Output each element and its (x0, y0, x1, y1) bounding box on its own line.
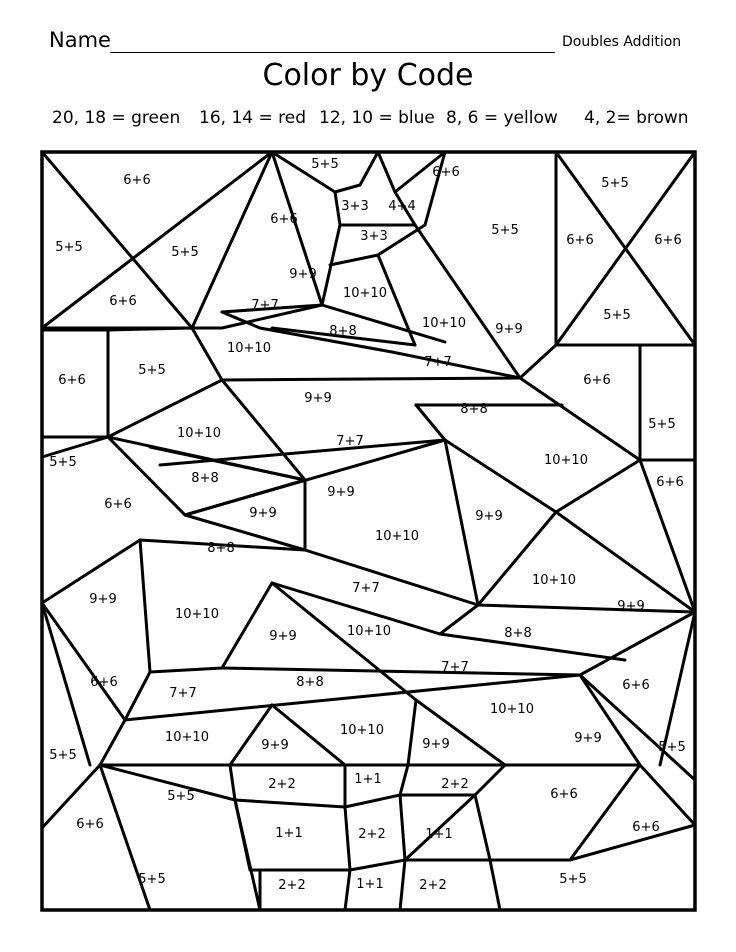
region-label: 4+4 (388, 199, 416, 214)
region-label: 9+9 (422, 737, 450, 752)
region-label: 9+9 (289, 267, 317, 282)
region-label: 6+6 (583, 373, 611, 388)
region-label: 8+8 (460, 402, 488, 417)
region-label: 10+10 (544, 453, 588, 468)
region-label: 5+5 (55, 240, 83, 255)
legend-green: 20, 18 = green (52, 108, 181, 128)
region-label: 7+7 (352, 581, 380, 596)
region-label: 5+5 (559, 872, 587, 887)
region-label: 5+5 (49, 455, 77, 470)
region-label: 5+5 (138, 363, 166, 378)
worksheet-subtitle: Doubles Addition (562, 34, 682, 50)
legend-blue: 12, 10 = blue (319, 108, 435, 128)
region-label: 6+6 (654, 233, 682, 248)
region-label: 3+3 (341, 199, 369, 214)
region-label: 1+1 (354, 772, 382, 787)
region-label: 7+7 (251, 298, 279, 313)
region-label: 5+5 (171, 245, 199, 260)
region-label: 10+10 (175, 607, 219, 622)
region-label: 7+7 (441, 660, 469, 675)
page-title: Color by Code (262, 58, 474, 93)
region-label: 10+10 (177, 426, 221, 441)
region-label: 7+7 (336, 434, 364, 449)
region-label: 6+6 (270, 212, 298, 227)
region-label: 5+5 (491, 223, 519, 238)
region-label: 9+9 (617, 599, 645, 614)
region-label: 10+10 (340, 723, 384, 738)
region-label: 10+10 (375, 529, 419, 544)
region-label: 6+6 (550, 787, 578, 802)
region-label: 10+10 (343, 286, 387, 301)
region-label: 9+9 (269, 629, 297, 644)
region-label: 9+9 (249, 506, 277, 521)
legend-brown: 4, 2= brown (584, 108, 689, 128)
region-label: 9+9 (89, 592, 117, 607)
region-label: 5+5 (648, 417, 676, 432)
region-label: 6+6 (90, 675, 118, 690)
region-label: 10+10 (490, 702, 534, 717)
name-label: Name (49, 28, 111, 52)
region-label: 8+8 (191, 471, 219, 486)
region-label: 5+5 (601, 176, 629, 191)
region-label: 6+6 (104, 497, 132, 512)
region-label: 9+9 (261, 738, 289, 753)
region-label: 1+1 (275, 826, 303, 841)
region-label: 9+9 (327, 485, 355, 500)
region-label: 2+2 (358, 827, 386, 842)
region-label: 2+2 (419, 878, 447, 893)
region-label: 6+6 (632, 820, 660, 835)
region-label: 9+9 (574, 731, 602, 746)
region-label: 2+2 (278, 878, 306, 893)
region-label: 2+2 (268, 777, 296, 792)
region-label: 7+7 (424, 355, 452, 370)
region-label: 3+3 (360, 229, 388, 244)
region-label: 8+8 (296, 675, 324, 690)
region-label: 6+6 (432, 165, 460, 180)
region-label: 10+10 (227, 341, 271, 356)
region-label: 5+5 (603, 308, 631, 323)
region-label: 8+8 (504, 626, 532, 641)
region-label: 10+10 (532, 573, 576, 588)
legend-red: 16, 14 = red (199, 108, 306, 128)
region-label: 6+6 (656, 475, 684, 490)
region-label: 9+9 (475, 509, 503, 524)
region-label: 9+9 (495, 322, 523, 337)
region-label: 5+5 (138, 872, 166, 887)
region-label: 7+7 (169, 686, 197, 701)
region-label: 1+1 (356, 877, 384, 892)
region-label: 5+5 (658, 740, 686, 755)
region-label: 1+1 (425, 827, 453, 842)
region-label: 5+5 (311, 157, 339, 172)
legend-yellow: 8, 6 = yellow (446, 108, 558, 128)
region-label: 5+5 (167, 789, 195, 804)
region-label: 8+8 (207, 541, 235, 556)
region-label: 2+2 (441, 777, 469, 792)
region-label: 6+6 (109, 294, 137, 309)
region-label: 6+6 (58, 373, 86, 388)
region-label: 10+10 (347, 624, 391, 639)
region-label: 6+6 (622, 678, 650, 693)
region-label: 5+5 (49, 748, 77, 763)
region-label: 6+6 (566, 233, 594, 248)
region-label: 10+10 (165, 730, 209, 745)
region-label: 6+6 (76, 817, 104, 832)
region-label: 10+10 (422, 316, 466, 331)
region-label: 9+9 (304, 391, 332, 406)
region-label: 6+6 (123, 173, 151, 188)
region-label: 8+8 (329, 324, 357, 339)
